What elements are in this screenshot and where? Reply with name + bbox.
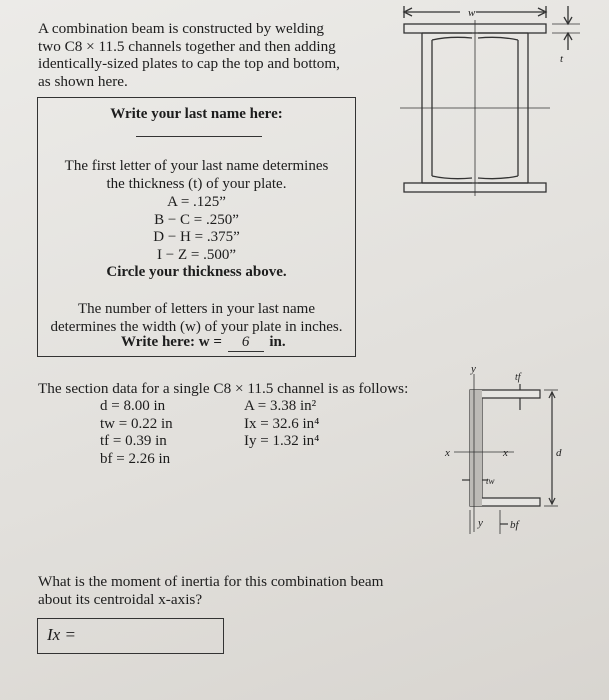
t-label: t (560, 53, 564, 65)
rule-line: the thickness (t) of your plate. (106, 176, 287, 192)
thickness-option[interactable]: B − C = .250” (154, 211, 239, 228)
width-rule (38, 300, 355, 336)
beam-figure (400, 0, 595, 200)
intro-line: two C8 × 11.5 channels together and then adding (38, 37, 336, 55)
tw-label: tw (486, 476, 495, 486)
section-data-left (100, 398, 173, 468)
thickness-rule (38, 157, 355, 193)
depth-value: d = 8.00 in (100, 398, 166, 414)
name-prompt: Write your last name here: (110, 106, 283, 122)
w-label: w (468, 7, 476, 19)
thickness-option[interactable]: D − H = .375” (153, 229, 240, 245)
d-label: d (556, 447, 562, 459)
tf-label: tf (515, 372, 521, 383)
section-data-title: The section data for a single C8 × 11.5 channel is as follows: (38, 380, 409, 397)
bf-label: bf (510, 519, 519, 531)
last-name-blank[interactable] (136, 136, 262, 137)
problem-intro (38, 20, 368, 90)
x-label-left: x (445, 447, 450, 459)
intro-line: as shown here. (38, 72, 128, 90)
last-name-box (37, 97, 356, 357)
y-label-bottom: y (478, 517, 483, 529)
ix-value: Ix = 32.6 in⁴ (244, 415, 320, 432)
thickness-options (38, 194, 355, 264)
width-unit: in. (269, 334, 286, 350)
answer-box[interactable] (37, 618, 224, 654)
area-value: A = 3.38 in² (244, 398, 317, 414)
answer-label: Ix = (47, 625, 76, 644)
section-data-right (244, 398, 319, 451)
thickness-option[interactable]: A = .125” (167, 194, 226, 210)
intro-line: identically-sized plates to cap the top and bottom, (38, 55, 340, 72)
intro-line: A combination beam is constructed by welding (38, 20, 324, 37)
width-value[interactable]: 6 (228, 334, 264, 352)
width-line: determines the width (w) of your plate in inches. (50, 319, 343, 335)
flange-thickness-value: tf = 0.39 in (100, 433, 167, 449)
question-text (38, 573, 418, 609)
question-line: What is the moment of inertia for this combination beam (38, 573, 384, 590)
width-line: The number of letters in your last name (77, 301, 315, 317)
circle-instruction: Circle your thickness above. (106, 264, 287, 280)
width-label: Write here: w = (121, 334, 222, 350)
iy-value: Iy = 1.32 in⁴ (244, 433, 320, 449)
thickness-option[interactable]: I − Z = .500” (157, 246, 236, 263)
rule-line: The first letter of your last name determines (64, 158, 329, 174)
web-thickness-value: tw = 0.22 in (100, 415, 173, 432)
flange-width-value: bf = 2.26 in (100, 450, 171, 467)
x-label-right: x (503, 447, 508, 459)
width-entry (121, 334, 286, 352)
y-label-top: y (471, 363, 476, 375)
question-line: about its centroidal x-axis? (38, 591, 203, 608)
channel-figure (440, 362, 590, 537)
